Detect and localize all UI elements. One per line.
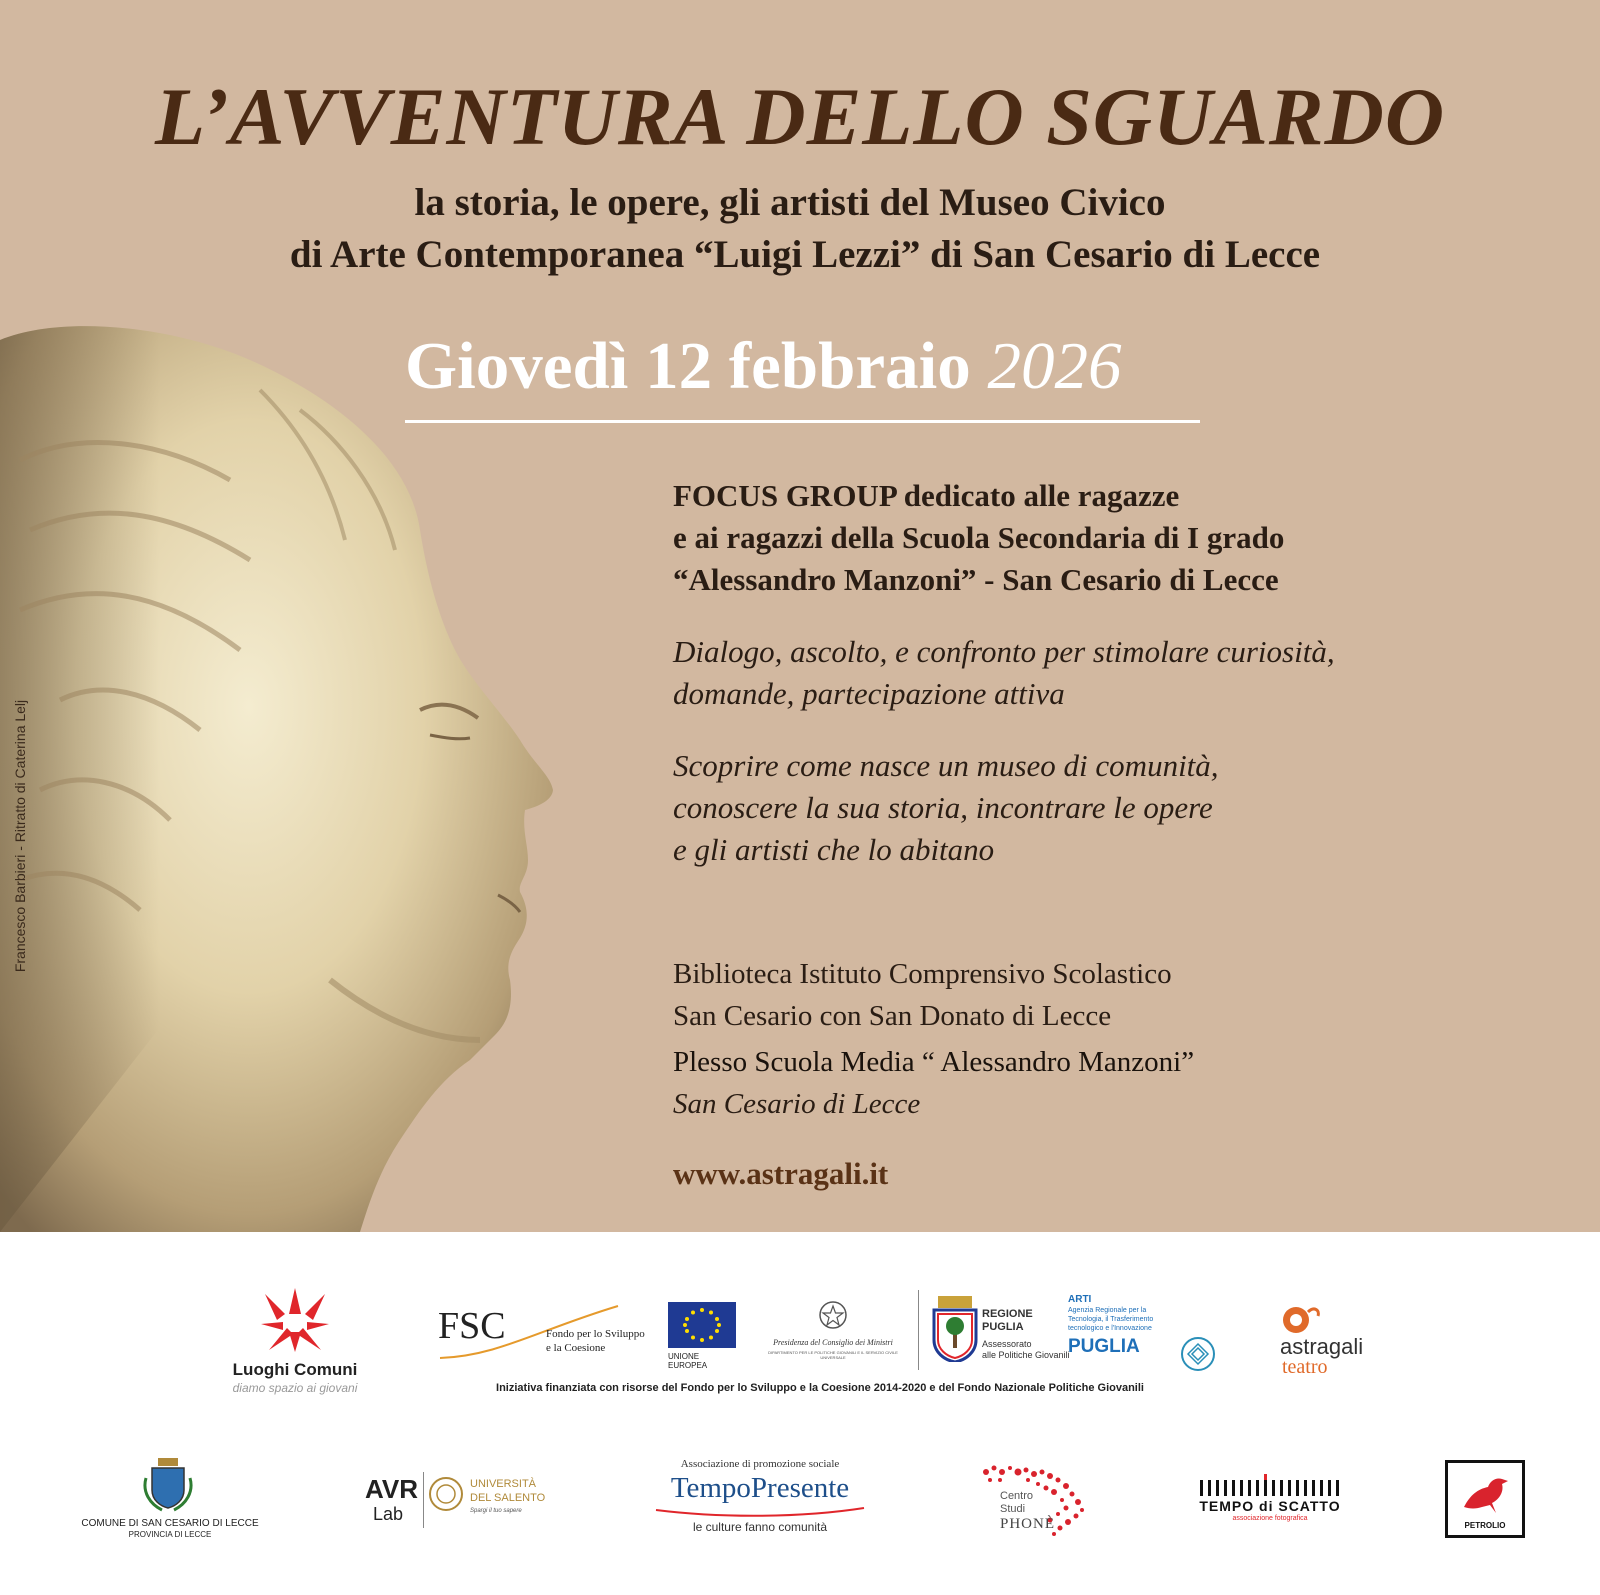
arti-title: ARTI [1068, 1294, 1092, 1305]
logo-petrolio [1445, 1460, 1525, 1538]
logo-presidenza-consiglio [758, 1298, 908, 1362]
comune-line-1: COMUNE DI SAN CESARIO DI LECCE [81, 1518, 259, 1529]
logo-unione-europea [668, 1302, 738, 1370]
phone-line-1: Centro [1000, 1490, 1034, 1502]
phone-line-3: PHONÈ [1000, 1516, 1056, 1532]
venue-line-2: San Cesario con San Donato di Lecce [673, 1000, 1112, 1032]
avr-lab: Lab [373, 1504, 404, 1524]
logo-comune-san-cesario [70, 1458, 270, 1538]
tempo-presente-top: Associazione di promozione sociale [680, 1458, 840, 1470]
venue-city: San Cesario di Lecce [673, 1088, 921, 1120]
logo-regione-puglia [932, 1296, 1070, 1366]
unisalento-seal-icon [428, 1476, 464, 1512]
regione-line-1: REGIONE [982, 1308, 1033, 1320]
logo-tempo-presente [650, 1458, 870, 1538]
tempo-presente-name: TempoPresente [670, 1472, 850, 1504]
comune-crest-icon [142, 1458, 194, 1512]
astragali-mark-icon [1282, 1302, 1322, 1336]
comune-line-2: PROVINCIA DI LECCE [128, 1530, 212, 1539]
petrolio-label: PETROLIO [1464, 1521, 1506, 1530]
astragali-line-1: astragali [1280, 1334, 1364, 1359]
fsc-abbr: FSC [438, 1305, 506, 1347]
sponsor-divider [918, 1290, 919, 1370]
arti-desc-2: Tecnologia, il Trasferimento [1068, 1316, 1154, 1323]
arti-desc-1: Agenzia Regionale per la [1068, 1307, 1147, 1314]
logo-centro-studi-phone [980, 1462, 1090, 1542]
italian-emblem-icon [818, 1298, 848, 1332]
unisalento-motto: Spargi il tuo sapere [470, 1508, 522, 1514]
discover-line-1: Scoprire come nasce un museo di comunità, [673, 748, 1219, 783]
avr-name: AVR [365, 1474, 418, 1504]
eu-label: UNIONE EUROPEA [668, 1352, 708, 1370]
luoghi-comuni-name: Luoghi Comuni [232, 1360, 358, 1379]
venue-line-1: Biblioteca Istituto Comprensivo Scolastico [673, 958, 1172, 990]
event-title: L’AVVENTURA DELLO SGUARDO [154, 71, 1446, 162]
luoghi-comuni-tagline: diamo spazio ai giovani [232, 1381, 358, 1395]
dialogue-line-1: Dialogo, ascolto, e confronto per stimolare curiosità, [673, 634, 1335, 669]
arti-desc-3: tecnologico e l'Innovazione [1068, 1325, 1152, 1332]
petrolio-bird-icon [1460, 1471, 1510, 1515]
puglia-creativa-icon [1180, 1336, 1216, 1372]
focus-line-1: FOCUS GROUP dedicato alle ragazze [673, 478, 1180, 513]
discover-line-3: e gli artisti che lo abitano [673, 832, 995, 867]
fsc-line-1: Fondo per lo Sviluppo [546, 1328, 645, 1340]
regione-line-3: Assessorato [982, 1339, 1032, 1349]
presidenza-line-1: Presidenza del Consiglio dei Ministri [773, 1338, 893, 1347]
luoghi-comuni-mark-icon [255, 1288, 335, 1352]
logo-luoghi-comuni [215, 1288, 375, 1398]
funding-note: Iniziativa finanziata con risorse del Fondo per lo Sviluppo e la Coesione 2014-2020 e del Fondo Nazionale Politiche Giovanili [496, 1382, 1144, 1394]
tempo-presente-swoosh-icon [650, 1506, 870, 1520]
logo-tempo-di-scatto [1195, 1474, 1345, 1524]
subtitle-line-1: la storia, le opere, gli artisti del Museo Civico [414, 181, 1166, 224]
dialogue-line-2: domande, partecipazione attiva [673, 676, 1065, 711]
tempo-presente-tagline: le culture fanno comunità [692, 1520, 828, 1534]
focus-line-2: e ai ragazzi della Scuola Secondaria di I grado [673, 520, 1285, 555]
presidenza-line-2: DIPARTIMENTO PER LE POLITICHE GIOVANILI E IL SERVIZIO CIVILE UNIVERSALE [768, 1350, 898, 1360]
avr-divider [423, 1472, 424, 1528]
eu-flag-icon [668, 1302, 736, 1348]
regione-line-2: PUGLIA [982, 1321, 1024, 1333]
astragali-line-2: teatro [1282, 1356, 1328, 1378]
photo-credit: Francesco Barbieri - Ritratto di Caterina Lelj [12, 699, 28, 973]
fsc-line-2: e la Coesione [546, 1342, 606, 1354]
focus-line-3: “Alessandro Manzoni” - San Cesario di Lecce [673, 562, 1279, 597]
discover-line-2: conoscere la sua storia, incontrare le opere [673, 790, 1213, 825]
tempo-scatto-bars-icon [1200, 1474, 1340, 1496]
arti-puglia: PUGLIA [1068, 1336, 1140, 1357]
tempo-scatto-sub: associazione fotografica [1232, 1515, 1308, 1522]
unisalento-line-1: UNIVERSITÀ [470, 1478, 537, 1490]
logo-fsc [438, 1300, 658, 1360]
event-date [405, 328, 1122, 405]
logo-arti-puglia [1068, 1294, 1178, 1364]
sculpture-portrait [0, 320, 600, 1232]
logo-astragali-teatro [1280, 1302, 1390, 1382]
date-underline [405, 420, 1200, 423]
logo-unisalento [428, 1472, 548, 1532]
date-day: Giovedì 12 febbraio [405, 329, 988, 403]
website-link[interactable]: www.astragali.it [673, 1156, 889, 1191]
date-year: 2026 [987, 329, 1122, 403]
puglia-coat-of-arms-icon [932, 1296, 978, 1362]
logo-avr-lab [365, 1474, 425, 1530]
unisalento-line-2: DEL SALENTO [470, 1492, 546, 1504]
phone-line-2: Studi [1000, 1503, 1026, 1515]
subtitle-line-2: di Arte Contemporanea “Luigi Lezzi” di San Cesario di Lecce [289, 233, 1321, 276]
tempo-scatto-name: TEMPO di SCATTO [1199, 1498, 1341, 1514]
venue-building: Plesso Scuola Media “ Alessandro Manzoni” [673, 1046, 1195, 1078]
regione-line-4: alle Politiche Giovanili [982, 1350, 1070, 1360]
